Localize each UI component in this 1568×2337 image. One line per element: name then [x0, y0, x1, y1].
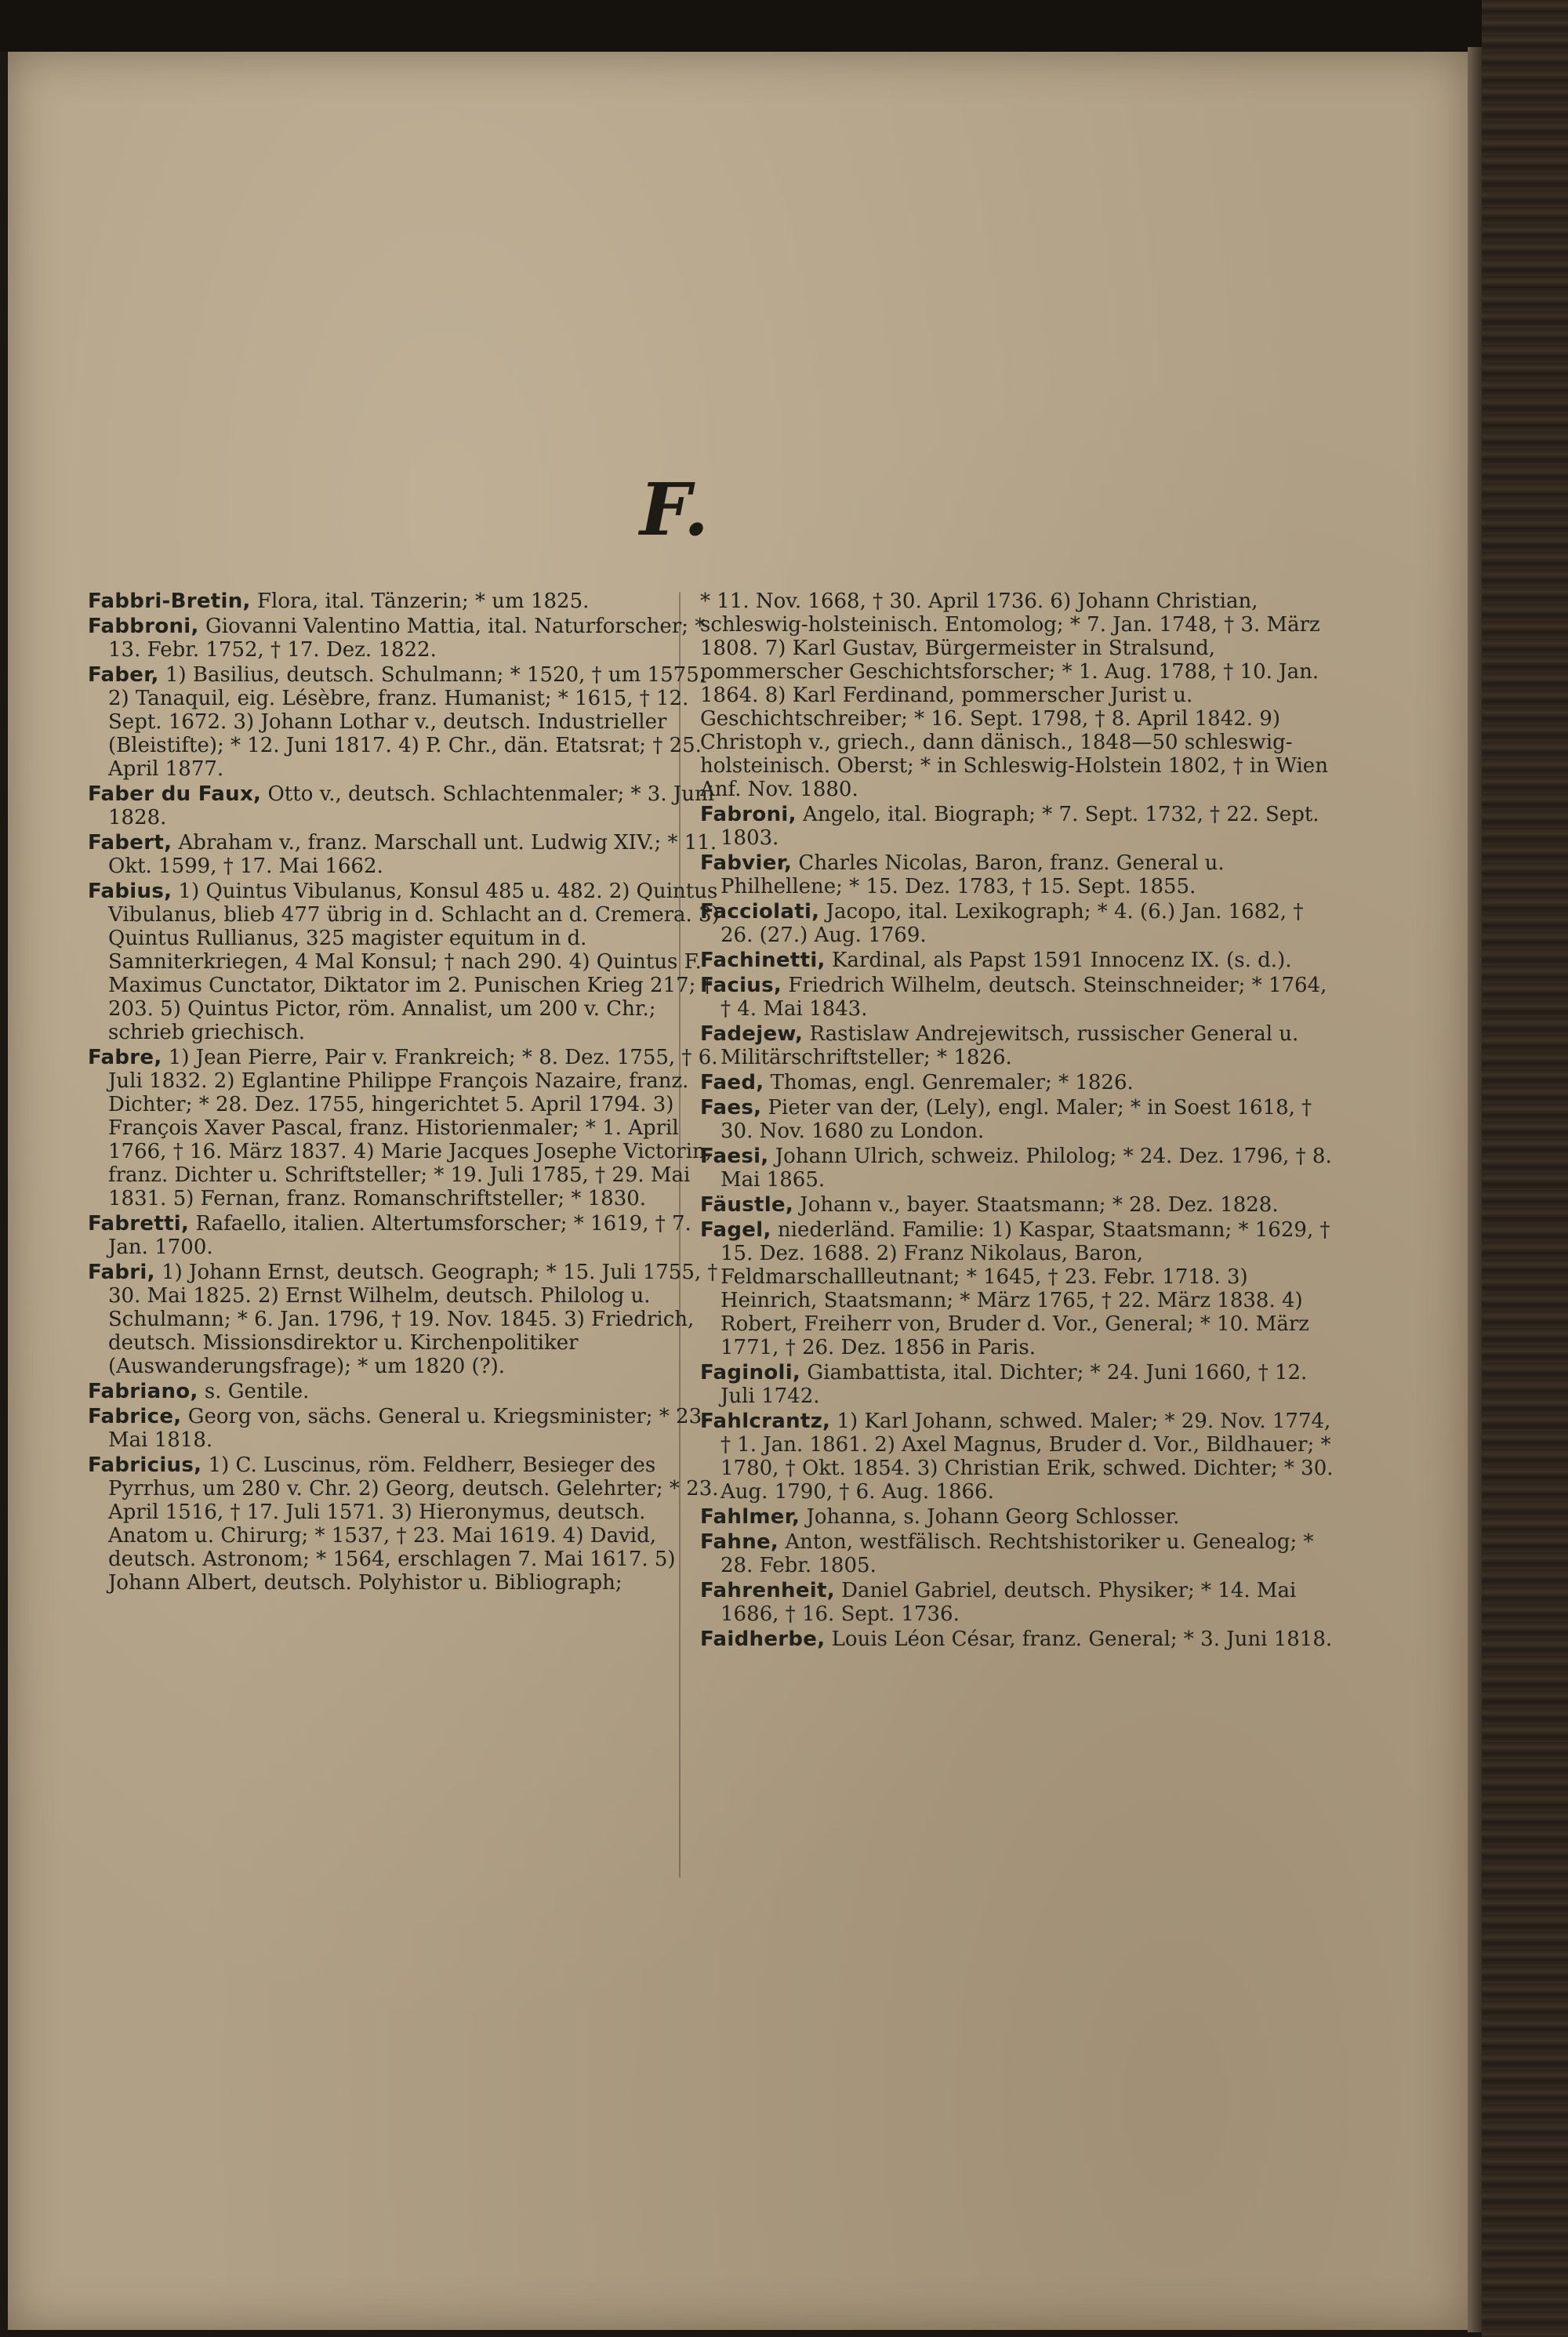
entry-text: Rafaello, italien. Altertumsforscher; * 1619, † 7. Jan. 1700.	[108, 1212, 691, 1259]
entry-text: 1) Quintus Vibulanus, Konsul 485 u. 482. 2) Quintus Vibulanus, blieb 477 übrig in d. Schlacht an d. Cremera. 3) Quintus Rullianus, 325 magister equitum in d. Samniterkriegen, 4 Mal Konsul; † nach 290. 4) Quintus F. Maximus Cunctator, Diktator im 2. Punischen Krieg 217; † 203. 5) Quintus Pictor, röm. Annalist, um 200 v. Chr.; schrieb griechisch.	[108, 880, 720, 1044]
entry-headword: Fabert,	[88, 831, 172, 855]
entry-headword: Fadejew,	[700, 1022, 804, 1046]
dictionary-entry	[700, 1096, 1339, 1143]
right-column	[700, 590, 1339, 1653]
dictionary-entry	[700, 949, 1339, 972]
entry-text: Abraham v., franz. Marschall unt. Ludwig XIV.; * 11. Okt. 1599, † 17. Mai 1662.	[108, 831, 717, 878]
dictionary-entry	[88, 1212, 727, 1259]
dictionary-entry	[88, 1380, 727, 1403]
entry-headword: Fabius,	[88, 880, 172, 903]
dictionary-entry	[700, 1193, 1339, 1217]
entry-text: 1) Karl Johann, schwed. Maler; * 29. Nov. 1774, † 1. Jan. 1861. 2) Axel Magnus, Bruder d. Vor., Bildhauer; * 1780, † Okt. 1854. 3) Christian Erik, schwed. Dichter; * 30. Aug. 1790, † 6. Aug. 1866.	[720, 1410, 1334, 1504]
dictionary-entry	[700, 974, 1339, 1021]
dictionary-entry	[88, 1046, 727, 1210]
dictionary-entry	[88, 1453, 727, 1595]
dictionary-entry	[88, 880, 727, 1044]
entry-text: Charles Nicolas, Baron, franz. General u. Philhellene; * 15. Dez. 1783, † 15. Sept. 1855.	[720, 851, 1225, 898]
column-divider	[679, 592, 681, 1878]
entry-headword: Fabriano,	[88, 1380, 198, 1403]
entry-headword: Fabre,	[88, 1046, 162, 1069]
dictionary-entry	[700, 1505, 1339, 1529]
dictionary-entry	[88, 1405, 727, 1452]
entry-headword: Faesi,	[700, 1145, 769, 1168]
dictionary-entry	[88, 1261, 727, 1378]
entry-text: Johanna, s. Johann Georg Schlosser.	[800, 1505, 1180, 1529]
entry-text: 1) Basilius, deutsch. Schulmann; * 1520, † um 1575. 2) Tanaquil, eig. Lésèbre, franz. Humanist; * 1615, † 12. Sept. 1672. 3) Johann Lothar v., deutsch. Industrieller (Bleistifte); * 12. Juni 1817. 4) P. Chr., dän. Etatsrat; † 25. April 1877.	[108, 663, 706, 781]
dictionary-entry	[88, 663, 727, 781]
book-binding	[1482, 0, 1568, 2337]
dictionary-entry	[700, 803, 1339, 850]
entry-headword: Faed,	[700, 1071, 764, 1094]
entry-text: Flora, ital. Tänzerin; * um 1825.	[250, 590, 590, 613]
dictionary-entry	[88, 782, 727, 829]
entry-text: Anton, westfälisch. Rechtshistoriker u. Genealog; * 28. Febr. 1805.	[720, 1530, 1314, 1577]
entry-text: Georg von, sächs. General u. Kriegsminister; * 23. Mai 1818.	[108, 1405, 709, 1452]
entry-text: Louis Léon César, franz. General; * 3. Juni 1818.	[825, 1628, 1333, 1651]
entry-text: Jacopo, ital. Lexikograph; * 4. (6.) Jan. 1682, † 26. (27.) Aug. 1769.	[720, 900, 1304, 947]
entry-headword: Fabrice,	[88, 1405, 182, 1428]
entry-headword: Fahlmer,	[700, 1505, 800, 1529]
entry-text: 1) Jean Pierre, Pair v. Frankreich; * 8. Dez. 1755, † 6. Juli 1832. 2) Eglantine Philippe François Nazaire, franz. Dichter; * 28. Dez. 1755, hingerichtet 5. April 1794. 3) François Xaver Pascal, franz. Historienmaler; * 1. April 1766, † 16. März 1837. 4) Marie Jacques Josephe Victorin, franz. Dichter u. Schriftsteller; * 19. Juli 1785, † 29. Mai 1831. 5) Fernan, franz. Romanschriftsteller; * 1830.	[108, 1046, 718, 1210]
dictionary-entry	[88, 615, 727, 662]
entry-text: Otto v., deutsch. Schlachtenmaler; * 3. Juni 1828.	[108, 782, 715, 829]
entry-headword: Fahlcrantz,	[700, 1410, 831, 1433]
entry-text: Kardinal, als Papst 1591 Innocenz IX. (s. d.).	[825, 949, 1292, 972]
left-column	[88, 590, 727, 1596]
entry-text: Rastislaw Andrejewitsch, russischer General u. Militärschriftsteller; * 1826.	[720, 1022, 1299, 1069]
entry-headword: Faber,	[88, 663, 159, 687]
entry-text: s. Gentile.	[198, 1380, 310, 1403]
entry-text: Johann v., bayer. Staatsmann; * 28. Dez. 1828.	[793, 1193, 1279, 1217]
entry-text: Angelo, ital. Biograph; * 7. Sept. 1732, † 22. Sept. 1803.	[720, 803, 1319, 850]
entry-text: 1) C. Luscinus, röm. Feldherr, Besieger des Pyrrhus, um 280 v. Chr. 2) Georg, deutsch. Gelehrter; * 23. April 1516, † 17. Juli 1571. 3) Hieronymus, deutsch. Anatom u. Chirurg; * 1537, † 23. Mai 1619. 4) David, deutsch. Astronom; * 1564, erschlagen 7. Mai 1617. 5) Johann Albert, deutsch. Polyhistor u. Bibliograph;	[108, 1453, 719, 1595]
section-heading-letter: F.	[639, 467, 710, 552]
entry-headword: Fahrenheit,	[700, 1579, 835, 1602]
entry-headword: Fäustle,	[700, 1193, 794, 1217]
entry-headword: Fahne,	[700, 1530, 779, 1554]
dictionary-entry	[700, 1579, 1339, 1626]
entry-headword: Facciolati,	[700, 900, 820, 924]
dictionary-entry	[700, 1361, 1339, 1408]
entry-headword: Faes,	[700, 1096, 762, 1120]
entry-headword: Fabricius,	[88, 1453, 202, 1477]
entry-text: Pieter van der, (Lely), engl. Maler; * in Soest 1618, † 30. Nov. 1680 zu London.	[720, 1096, 1312, 1143]
entry-headword: Facius,	[700, 974, 782, 997]
entry-text: Johann Ulrich, schweiz. Philolog; * 24. Dez. 1796, † 8. Mai 1865.	[720, 1145, 1332, 1192]
entry-headword: Faginoli,	[700, 1361, 801, 1384]
dictionary-entry	[700, 1530, 1339, 1577]
entry-text: Daniel Gabriel, deutsch. Physiker; * 14. Mai 1686, † 16. Sept. 1736.	[720, 1579, 1297, 1626]
entry-text: * 11. Nov. 1668, † 30. April 1736. 6) Johann Christian, schleswig-holsteinisch. Entomolog; * 7. Jan. 1748, † 3. März 1808. 7) Karl Gustav, Bürgermeister in Stralsund, pommerscher Geschichtsforscher; * 1. Aug. 1788, † 10. Jan. 1864. 8) Karl Ferdinand, pommerscher Jurist u. Geschichtschreiber; * 16. Sept. 1798, † 8. April 1842. 9) Christoph v., griech., dann dänisch., 1848—50 schleswig-holsteinisch. Oberst; * in Schleswig-Holstein 1802, † in Wien Anf. Nov. 1880.	[700, 590, 1328, 801]
entry-text: Giovanni Valentino Mattia, ital. Naturforscher; * 13. Febr. 1752, † 17. Dez. 1822.	[108, 615, 706, 662]
entry-headword: Fachinetti,	[700, 949, 826, 972]
entry-text: Thomas, engl. Genremaler; * 1826.	[764, 1071, 1134, 1094]
dictionary-entry	[88, 590, 727, 613]
dictionary-entry	[700, 590, 1339, 801]
entry-headword: Fabri,	[88, 1261, 155, 1284]
dictionary-entry	[700, 1071, 1339, 1094]
page-edge-shadow	[1468, 47, 1482, 2332]
dictionary-entry	[700, 900, 1339, 947]
entry-headword: Fabroni,	[700, 803, 797, 826]
dictionary-entry	[700, 1628, 1339, 1651]
entry-text: Friedrich Wilhelm, deutsch. Steinschneider; * 1764, † 4. Mai 1843.	[720, 974, 1327, 1021]
entry-headword: Fabvier,	[700, 851, 793, 875]
dictionary-entry	[88, 831, 727, 878]
entry-headword: Fagel,	[700, 1218, 771, 1242]
dictionary-entry	[700, 1218, 1339, 1359]
scan-background-top	[0, 0, 1482, 52]
dictionary-entry	[700, 851, 1339, 898]
entry-headword: Fabretti,	[88, 1212, 190, 1236]
entry-text: niederländ. Familie: 1) Kaspar, Staatsmann; * 1629, † 15. Dez. 1688. 2) Franz Nikolaus, Baron, Feldmarschallleutnant; * 1645, † 23. Febr. 1718. 3) Heinrich, Staatsmann; * März 1765, † 22. März 1838. 4) Robert, Freiherr von, Bruder d. Vor., General; * 10. März 1771, † 26. Dez. 1856 in Paris.	[720, 1218, 1330, 1359]
entry-headword: Faidherbe,	[700, 1628, 826, 1651]
entry-headword: Fabbri-Bretin,	[88, 590, 251, 613]
dictionary-entry	[700, 1145, 1339, 1192]
dictionary-entry	[700, 1410, 1339, 1504]
entry-headword: Faber du Faux,	[88, 782, 262, 806]
entry-text: 1) Johann Ernst, deutsch. Geograph; * 15. Juli 1755, † 30. Mai 1825. 2) Ernst Wilhelm, deutsch. Philolog u. Schulmann; * 6. Jan. 1796, † 19. Nov. 1845. 3) Friedrich, deutsch. Missionsdirektor u. Kirchenpolitiker (Auswanderungsfrage); * um 1820 (?).	[108, 1261, 718, 1378]
entry-text: Giambattista, ital. Dichter; * 24. Juni 1660, † 12. Juli 1742.	[720, 1361, 1308, 1408]
dictionary-entry	[700, 1022, 1339, 1069]
entry-headword: Fabbroni,	[88, 615, 199, 638]
